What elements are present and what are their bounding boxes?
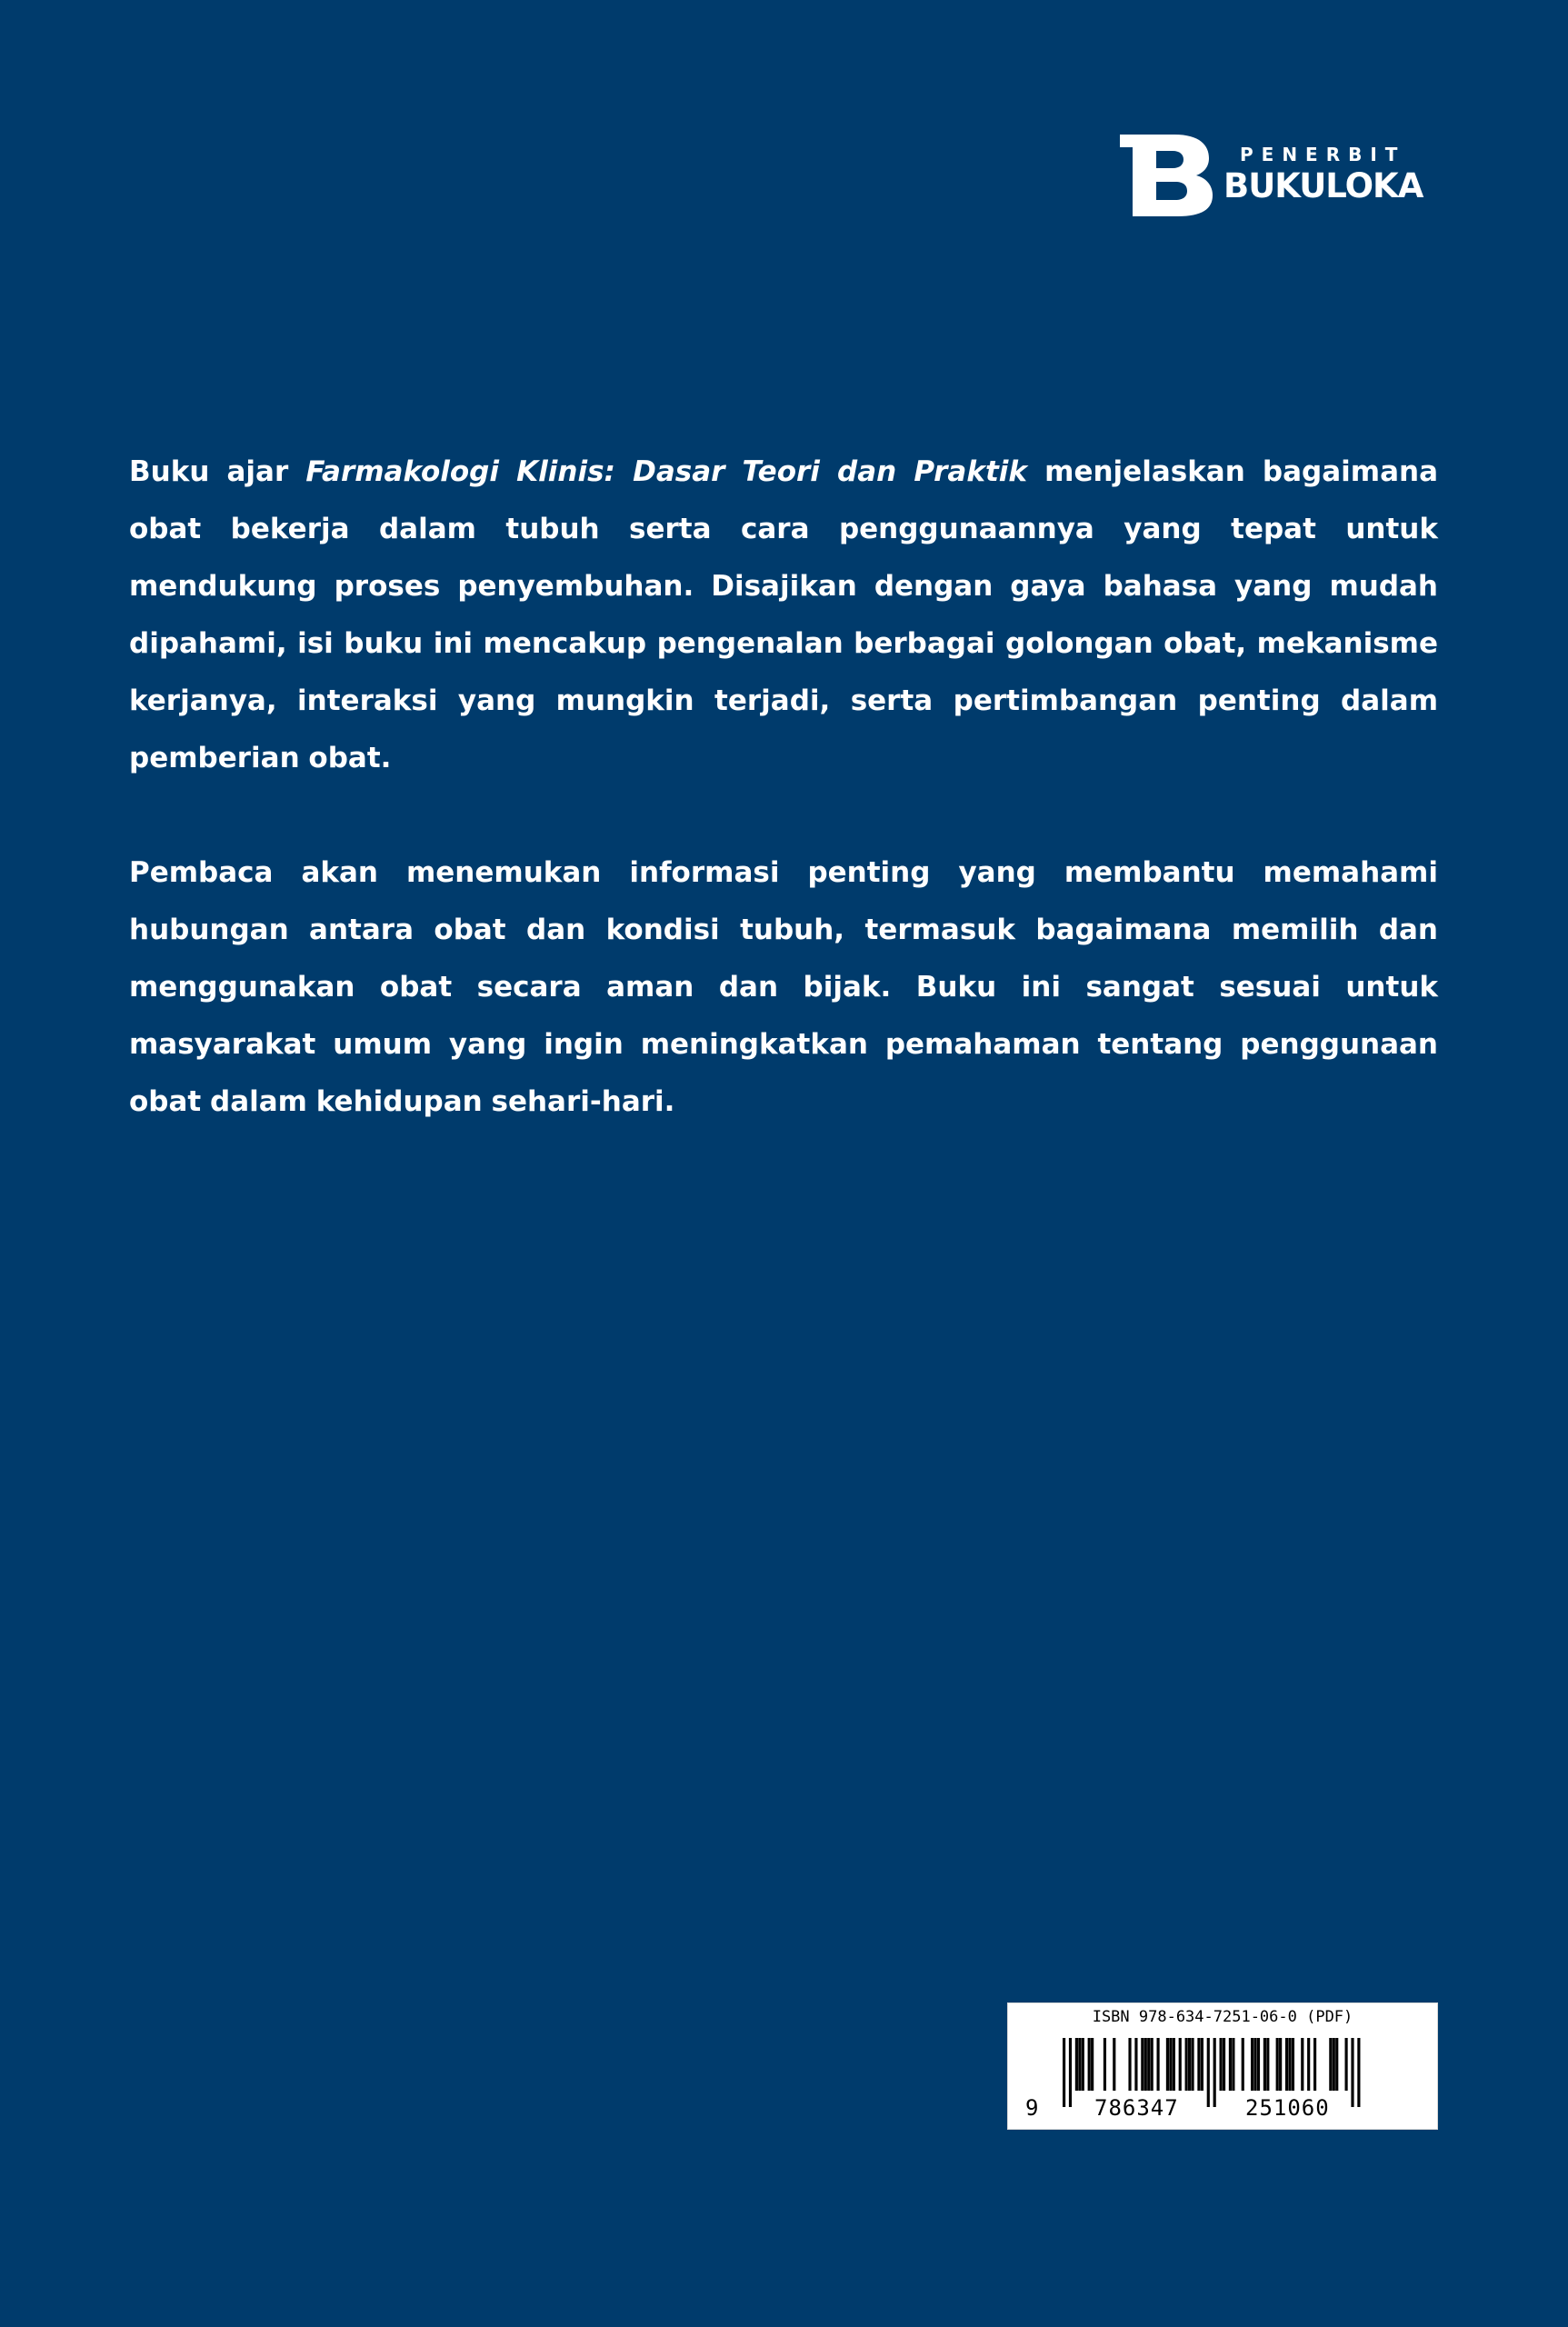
- barcode-bar-40: [1288, 2038, 1291, 2091]
- barcode-bar-24: [1201, 2038, 1203, 2091]
- barcode-bar-35: [1263, 2038, 1266, 2091]
- barcode-bar-47: [1335, 2038, 1338, 2091]
- barcode-bar-1: [1069, 2038, 1072, 2107]
- b-letter-logo-icon: [1120, 135, 1213, 216]
- blurb-paragraph-1: [129, 444, 1438, 787]
- barcode-bar-34: [1257, 2038, 1260, 2091]
- barcode-bar-9: [1128, 2038, 1131, 2091]
- barcode-bar-11: [1141, 2038, 1144, 2091]
- barcode-bar-15: [1157, 2038, 1160, 2091]
- barcode-bar-23: [1197, 2038, 1200, 2091]
- barcode-bar-38: [1279, 2038, 1282, 2091]
- barcode-bar-7: [1104, 2038, 1106, 2091]
- barcode-bar-5: [1088, 2038, 1091, 2091]
- barcode-bar-12: [1144, 2038, 1147, 2091]
- publisher-logo: [1120, 135, 1438, 216]
- barcode-bar-44: [1313, 2038, 1316, 2091]
- blurb-description: menjelaskan bagaimana obat bekerja dalam tubuh serta cara penggunaannya yang tepat untuk mendukung proses penyembuhan. Disajikan dengan gaya bahasa yang mudah dipahami, isi buku ini mencakup pengenalan berbagai golongan obat, mekanisme kerjanya, interaksi yang mungkin terjadi, serta pertimbangan penting dalam pemberian obat.: [129, 455, 1438, 774]
- book-blurb: [129, 444, 1438, 1131]
- barcode-bar-20: [1185, 2038, 1188, 2091]
- barcode-bar-21: [1188, 2038, 1191, 2091]
- isbn-barcode: [1007, 2002, 1438, 2130]
- publisher-name: BUKULOKA: [1223, 166, 1423, 205]
- barcode-bar-33: [1253, 2038, 1256, 2091]
- barcode-bar-36: [1266, 2038, 1269, 2091]
- barcode-bar-41: [1292, 2038, 1294, 2091]
- barcode-bar-0: [1063, 2038, 1065, 2107]
- barcode-bar-43: [1307, 2038, 1310, 2091]
- barcode-bar-6: [1091, 2038, 1094, 2091]
- barcode-bars: [1008, 2003, 1439, 2131]
- barcode-bar-32: [1251, 2038, 1253, 2091]
- barcode-bar-26: [1213, 2038, 1216, 2107]
- barcode-bar-46: [1333, 2038, 1335, 2091]
- barcode-bar-29: [1229, 2038, 1232, 2091]
- barcode-bar-25: [1207, 2038, 1210, 2107]
- barcode-bar-30: [1232, 2038, 1234, 2091]
- barcode-bar-17: [1169, 2038, 1172, 2091]
- barcode-left-digits: 786347: [1094, 2095, 1179, 2121]
- barcode-bar-31: [1242, 2038, 1244, 2091]
- barcode-bar-49: [1351, 2038, 1353, 2107]
- barcode-bar-39: [1285, 2038, 1288, 2091]
- barcode-bar-16: [1166, 2038, 1169, 2091]
- blurb-paragraph-2: Pembaca akan menemukan informasi penting yang membantu memahami hubungan antara obat dan kondisi tubuh, termasuk bagaimana memilih dan menggunakan obat secara aman dan bijak. Buku ini sangat sesuai untuk masyarakat umum yang ingin meningkatkan pemahaman tentang penggunaan obat dalam kehidupan sehari-hari.: [129, 856, 1438, 1118]
- publisher-label-small: PENERBIT: [1240, 144, 1406, 165]
- barcode-bar-4: [1082, 2038, 1084, 2091]
- barcode-bar-50: [1357, 2038, 1360, 2107]
- blurb-intro: Buku ajar: [129, 455, 306, 488]
- barcode-right-digits: 251060: [1245, 2095, 1330, 2121]
- barcode-bar-10: [1134, 2038, 1137, 2091]
- barcode-first-digit: 9: [1025, 2095, 1040, 2121]
- barcode-bar-2: [1075, 2038, 1078, 2091]
- barcode-bar-22: [1191, 2038, 1193, 2091]
- barcode-bar-13: [1147, 2038, 1150, 2091]
- barcode-bar-37: [1276, 2038, 1279, 2091]
- book-title: Farmakologi Klinis: Dasar Teori dan Praktik: [305, 455, 1028, 488]
- barcode-bar-19: [1179, 2038, 1182, 2091]
- isbn-number: ISBN 978-634-7251-06-0 (PDF): [1092, 2008, 1353, 2026]
- barcode-bar-48: [1345, 2038, 1348, 2091]
- barcode-bar-3: [1078, 2038, 1081, 2091]
- barcode-bar-42: [1301, 2038, 1303, 2091]
- barcode-bar-45: [1329, 2038, 1332, 2091]
- barcode-bar-18: [1173, 2038, 1175, 2091]
- barcode-bar-27: [1220, 2038, 1223, 2091]
- barcode-bar-14: [1151, 2038, 1154, 2091]
- barcode-bar-8: [1113, 2038, 1115, 2091]
- barcode-bar-28: [1223, 2038, 1225, 2091]
